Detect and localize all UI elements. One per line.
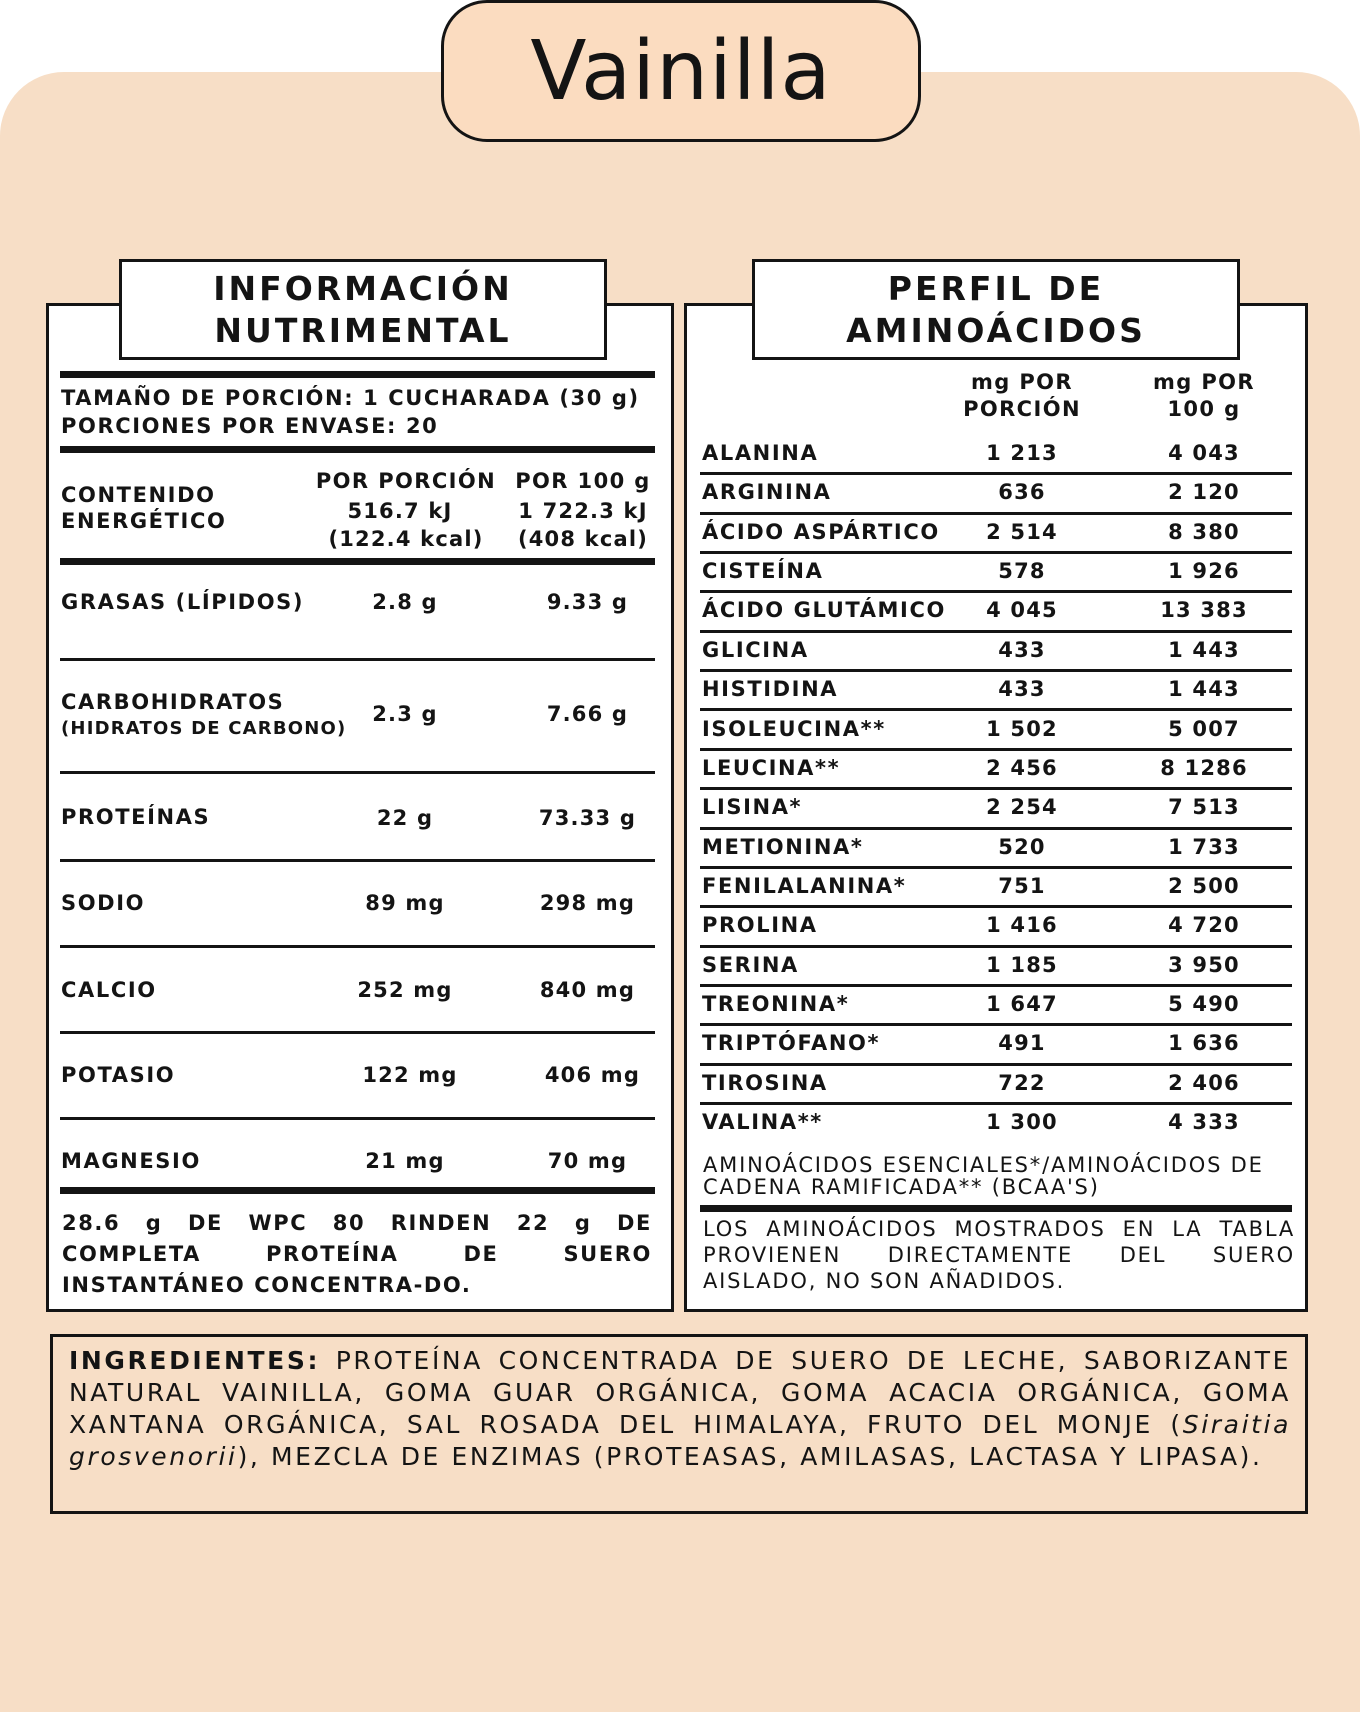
energy-per-100g-kcal: (408 kcal) bbox=[517, 527, 649, 551]
amino-per-100g: 8 1286 bbox=[1160, 755, 1248, 780]
amino-per-100g: 5 007 bbox=[1168, 716, 1240, 741]
energy-label-line1: CONTENIDO bbox=[61, 483, 216, 507]
amino-per-serving: 578 bbox=[998, 559, 1046, 583]
amino-per-100g: 1 443 bbox=[1168, 637, 1240, 662]
amino-legend bbox=[703, 1152, 1264, 1200]
amino-per-serving: 1 416 bbox=[986, 913, 1058, 938]
nutrient-100g-calcium: 840 mg bbox=[539, 978, 636, 1002]
amino-per-serving: 751 bbox=[998, 873, 1046, 898]
nutrient-100g-potassium: 406 mg bbox=[544, 1063, 641, 1087]
nutrition-title-line2: NUTRIMENTAL bbox=[214, 310, 512, 350]
nutrient-divider bbox=[60, 771, 655, 774]
nutrition-title bbox=[119, 259, 607, 360]
energy-per-serving-kcal: (122.4 kcal) bbox=[328, 527, 484, 551]
amino-legend-line1: AMINOÁCIDOS ESENCIALES*/AMINOÁCIDOS DE bbox=[703, 1153, 1264, 1177]
amino-name: TREONINA* bbox=[702, 991, 850, 1016]
amino-row bbox=[700, 633, 1292, 672]
amino-per-100g: 4 333 bbox=[1168, 1110, 1240, 1134]
nutrient-label-sodium: SODIO bbox=[61, 891, 146, 915]
amino-row bbox=[700, 1026, 1292, 1065]
amino-name: ISOLEUCINA** bbox=[702, 716, 886, 741]
nutrition-energy-rule bbox=[60, 558, 655, 565]
amino-legend-line2: CADENA RAMIFICADA** (BCAA'S) bbox=[703, 1175, 1100, 1199]
amino-name: METIONINA* bbox=[702, 834, 864, 859]
amino-col-per-serving-line1: mg POR bbox=[970, 370, 1074, 394]
amino-per-100g: 2 120 bbox=[1168, 480, 1240, 505]
amino-per-serving: 1 213 bbox=[986, 441, 1058, 465]
amino-name: HISTIDINA bbox=[702, 677, 839, 702]
amino-per-serving: 433 bbox=[998, 677, 1046, 702]
amino-row bbox=[700, 712, 1292, 751]
nutrient-100g-sodium: 298 mg bbox=[539, 891, 636, 915]
amino-title-line2: AMINOÁCIDOS bbox=[846, 310, 1146, 350]
nutrient-serving-calcium: 252 mg bbox=[357, 978, 453, 1002]
ingredients-text: PROTEÍNA CONCENTRADA DE SUERO DE LECHE, SABORIZANTE NATURAL VAINILLA, GOMA GUAR ORGÁNICA, GOMA ACACIA ORGÁNICA, GOMA XANTANA ORGÁNICA, SAL ROSADA DEL HIMALAYA, FRUTO DEL MONJE ( bbox=[69, 1346, 1291, 1439]
amino-row bbox=[700, 672, 1292, 711]
amino-row bbox=[700, 830, 1292, 869]
amino-per-serving: 1 647 bbox=[986, 991, 1058, 1016]
nutrient-label-calcium: CALCIO bbox=[61, 978, 157, 1002]
energy-label bbox=[61, 482, 226, 534]
amino-name: CISTEÍNA bbox=[702, 559, 824, 583]
nutrition-title-line1: INFORMACIÓN bbox=[213, 268, 513, 308]
amino-per-100g: 4 043 bbox=[1168, 441, 1240, 465]
amino-col-per-100g-line2: 100 g bbox=[1167, 397, 1241, 421]
amino-row bbox=[700, 554, 1292, 593]
amino-col-per-100g bbox=[1122, 369, 1286, 423]
amino-name: VALINA** bbox=[702, 1110, 823, 1134]
amino-col-per-100g-line1: mg POR bbox=[1152, 370, 1256, 394]
nutrient-100g-magnesium: 70 mg bbox=[547, 1149, 628, 1173]
amino-per-serving: 4 045 bbox=[986, 598, 1058, 623]
amino-per-serving: 491 bbox=[998, 1031, 1046, 1056]
amino-per-serving: 520 bbox=[998, 834, 1046, 859]
amino-row bbox=[700, 908, 1292, 947]
amino-per-serving: 2 514 bbox=[986, 519, 1058, 544]
amino-row bbox=[700, 869, 1292, 908]
amino-per-100g: 13 383 bbox=[1160, 598, 1248, 623]
nutrition-header-rule bbox=[60, 446, 655, 453]
nutrient-serving-sodium: 89 mg bbox=[365, 891, 445, 915]
energy-per-100g-kj: 1 722.3 kJ bbox=[518, 499, 648, 523]
nutrient-divider bbox=[60, 658, 655, 661]
amino-name: ALANINA bbox=[702, 441, 819, 465]
nutrient-serving-fat: 2.8 g bbox=[372, 590, 438, 614]
col-per-serving-header: POR PORCIÓN bbox=[315, 469, 497, 493]
amino-row bbox=[700, 593, 1292, 632]
amino-per-100g: 1 636 bbox=[1168, 1031, 1240, 1056]
serving-size: TAMAÑO DE PORCIÓN: 1 CUCHARADA (30 g) bbox=[61, 386, 640, 410]
amino-name: ARGININA bbox=[702, 480, 832, 505]
amino-col-per-serving-line2: PORCIÓN bbox=[963, 397, 1081, 421]
nutrient-sublabel-carbs: (HIDRATOS DE CARBONO) bbox=[61, 718, 347, 739]
amino-row bbox=[700, 475, 1292, 514]
ingredients-text-end: ), MEZCLA DE ENZIMAS (PROTEASAS, AMILASAS, LACTASA Y LIPASA). bbox=[237, 1442, 1263, 1471]
amino-per-100g: 4 720 bbox=[1168, 913, 1240, 938]
amino-row bbox=[700, 436, 1292, 475]
nutrient-divider bbox=[60, 1031, 655, 1034]
nutrient-label-potassium: POTASIO bbox=[61, 1063, 176, 1087]
nutrient-serving-magnesium: 21 mg bbox=[365, 1149, 445, 1173]
col-per-100g-header: POR 100 g bbox=[515, 469, 651, 493]
amino-row bbox=[700, 1105, 1292, 1144]
ingredients-box bbox=[50, 1334, 1308, 1514]
amino-per-100g: 1 926 bbox=[1168, 559, 1240, 583]
nutrient-label-protein: PROTEÍNAS bbox=[61, 805, 211, 829]
amino-name: TIROSINA bbox=[702, 1070, 828, 1095]
amino-name: ÁCIDO GLUTÁMICO bbox=[702, 598, 946, 623]
nutrient-divider bbox=[60, 1117, 655, 1120]
energy-per-serving-kj: 516.7 kJ bbox=[347, 499, 453, 523]
amino-title bbox=[752, 259, 1240, 360]
nutrient-serving-protein: 22 g bbox=[376, 806, 434, 830]
amino-row bbox=[700, 1066, 1292, 1105]
amino-per-100g: 7 513 bbox=[1168, 795, 1240, 820]
ingredients-scientific-name: Siraitia grosvenorii bbox=[69, 1410, 1291, 1471]
nutrient-100g-fat: 9.33 g bbox=[546, 590, 629, 614]
nutrition-bottom-rule bbox=[60, 1187, 655, 1194]
amino-per-serving: 1 300 bbox=[986, 1110, 1058, 1134]
amino-row bbox=[700, 987, 1292, 1026]
nutrition-footnote: 28.6 g DE WPC 80 RINDEN 22 g DE COMPLETA PROTEÍNA DE SUERO INSTANTÁNEO CONCENTRA-DO. bbox=[62, 1211, 652, 1297]
nutrient-label-fat: GRASAS (LÍPIDOS) bbox=[61, 590, 305, 614]
amino-name: ÁCIDO ASPÁRTICO bbox=[702, 519, 940, 544]
ingredients-label: INGREDIENTES: bbox=[69, 1346, 321, 1375]
amino-per-serving: 1 502 bbox=[986, 716, 1058, 741]
amino-per-serving: 2 456 bbox=[986, 755, 1058, 780]
amino-per-100g: 5 490 bbox=[1168, 991, 1240, 1016]
amino-name: GLICINA bbox=[702, 637, 809, 662]
servings-per-container: PORCIONES POR ENVASE: 20 bbox=[61, 414, 439, 438]
amino-name: FENILALANINA* bbox=[702, 873, 907, 898]
amino-per-serving: 722 bbox=[998, 1070, 1046, 1095]
amino-per-100g: 1 443 bbox=[1168, 677, 1240, 702]
amino-col-per-serving bbox=[940, 369, 1104, 423]
amino-row bbox=[700, 515, 1292, 554]
amino-legend-rule bbox=[700, 1205, 1292, 1212]
amino-name: SERINA bbox=[702, 952, 799, 977]
amino-row bbox=[700, 790, 1292, 829]
amino-per-serving: 2 254 bbox=[986, 795, 1058, 820]
amino-row bbox=[700, 948, 1292, 987]
nutrient-serving-potassium: 122 mg bbox=[362, 1063, 458, 1087]
energy-label-line2: ENERGÉTICO bbox=[61, 509, 227, 533]
amino-per-serving: 636 bbox=[998, 480, 1046, 505]
amino-name: PROLINA bbox=[702, 913, 818, 938]
amino-per-100g: 8 380 bbox=[1168, 519, 1240, 544]
amino-per-100g: 1 733 bbox=[1168, 834, 1240, 859]
amino-per-100g: 2 406 bbox=[1168, 1070, 1240, 1095]
amino-row bbox=[700, 751, 1292, 790]
nutrient-serving-carbs: 2.3 g bbox=[372, 702, 438, 726]
nutrition-top-rule bbox=[60, 371, 655, 378]
nutrient-divider bbox=[60, 945, 655, 948]
nutrient-label-magnesium: MAGNESIO bbox=[61, 1149, 201, 1173]
amino-name: LISINA* bbox=[702, 795, 803, 820]
amino-per-serving: 1 185 bbox=[986, 952, 1058, 977]
nutrient-100g-carbs: 7.66 g bbox=[546, 702, 629, 726]
nutrient-label-carbs: CARBOHIDRATOS bbox=[61, 690, 285, 714]
nutrient-divider bbox=[60, 859, 655, 862]
amino-per-serving: 433 bbox=[998, 637, 1046, 662]
amino-per-100g: 3 950 bbox=[1168, 952, 1240, 977]
amino-name: TRIPTÓFANO* bbox=[702, 1031, 881, 1056]
amino-name: LEUCINA** bbox=[702, 755, 841, 780]
flavor-title: Vainilla bbox=[441, 0, 921, 142]
nutrient-100g-protein: 73.33 g bbox=[538, 806, 637, 830]
amino-title-line1: PERFIL DE bbox=[887, 268, 1105, 308]
amino-per-100g: 2 500 bbox=[1168, 873, 1240, 898]
amino-source-note: LOS AMINOÁCIDOS MOSTRADOS EN LA TABLA PROVIENEN DIRECTAMENTE DEL SUERO AISLADO, NO SON AÑADIDOS. bbox=[703, 1217, 1295, 1293]
